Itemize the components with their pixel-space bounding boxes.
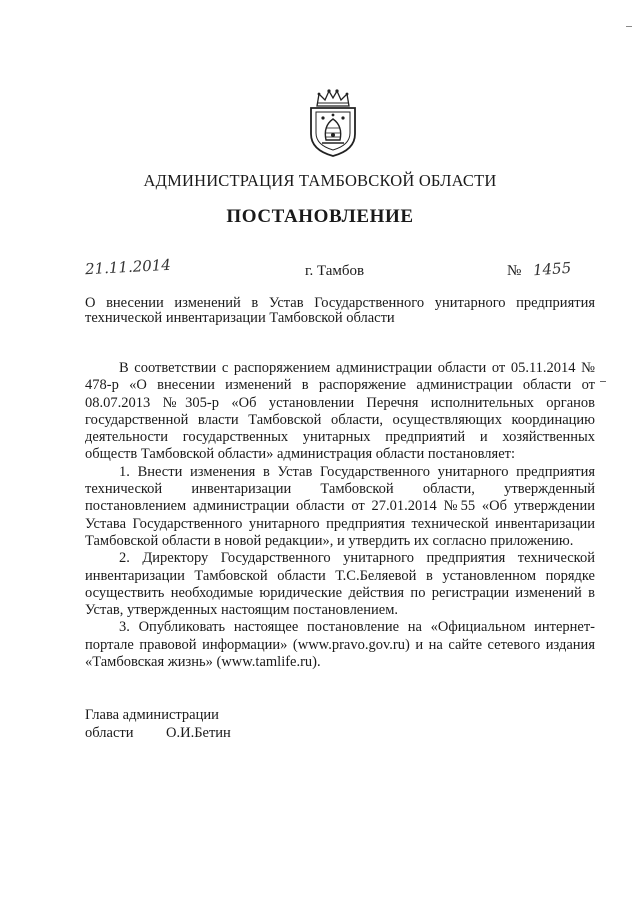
body-paragraph-item-3: 3. Опубликовать настоящее постановление на «Официальном интернет-портале правовой информации» (www.pravo.gov.ru) и на сайте сетевого издания «Тамбовская жизнь» (www.tamlife.ru). (85, 619, 595, 671)
document-body (85, 360, 595, 671)
scan-mark (626, 26, 632, 27)
document-type-title: ПОСТАНОВЛЕНИЕ (226, 206, 414, 227)
signatory-name: О.И.Бетин (166, 725, 231, 741)
body-paragraph-item-2: 2. Директору Государственного унитарного предприятия технической инвентаризации Тамбовской области Т.С.Беляевой в установленном порядке осуществить необходимые юридические действия по регистрации изменений в Устав, утвержденных настоящим постановлением. (85, 550, 595, 619)
organization-name: АДМИНИСТРАЦИЯ ТАМБОВСКОЙ ОБЛАСТИ (143, 171, 497, 190)
body-paragraph-item-1: 1. Внести изменения в Устав Государственного унитарного предприятия технической инвентаризации Тамбовской области, утвержденный постановлением администрации области от 27.01.2014 №55 «Об утверждении Устава Государственного унитарного предприятия технической инвентаризации Тамбовской области в новой редакции», и утвердить их согласно приложению. (85, 463, 595, 549)
document-date: 21.11.2014 (84, 255, 172, 279)
signature-position-line1: Глава администрации (85, 707, 219, 723)
body-paragraph-preamble: В соответствии с распоряжением администрации области от 05.11.2014 № 478-р «О внесении изменений в распоряжение администрации области от 08.07.2013 №305-р «Об установлении Перечня исполнительных органов государственной власти Тамбовской области, осуществляющих координацию деятельности государственных унитарных предприятий и хозяйственных обществ Тамбовской области» администрация области постановляет: (85, 360, 595, 463)
document-number: 1455 (532, 258, 572, 280)
number-label: № (507, 263, 522, 279)
scan-mark (600, 381, 606, 382)
city: г. Тамбов (305, 263, 365, 279)
signature-position-line2: области (85, 725, 134, 741)
coat-of-arms-emblem (305, 88, 361, 158)
document-subject: О внесении изменений в Устав Государственного унитарного предприятия технической инвентаризации Тамбовской области (85, 295, 595, 326)
